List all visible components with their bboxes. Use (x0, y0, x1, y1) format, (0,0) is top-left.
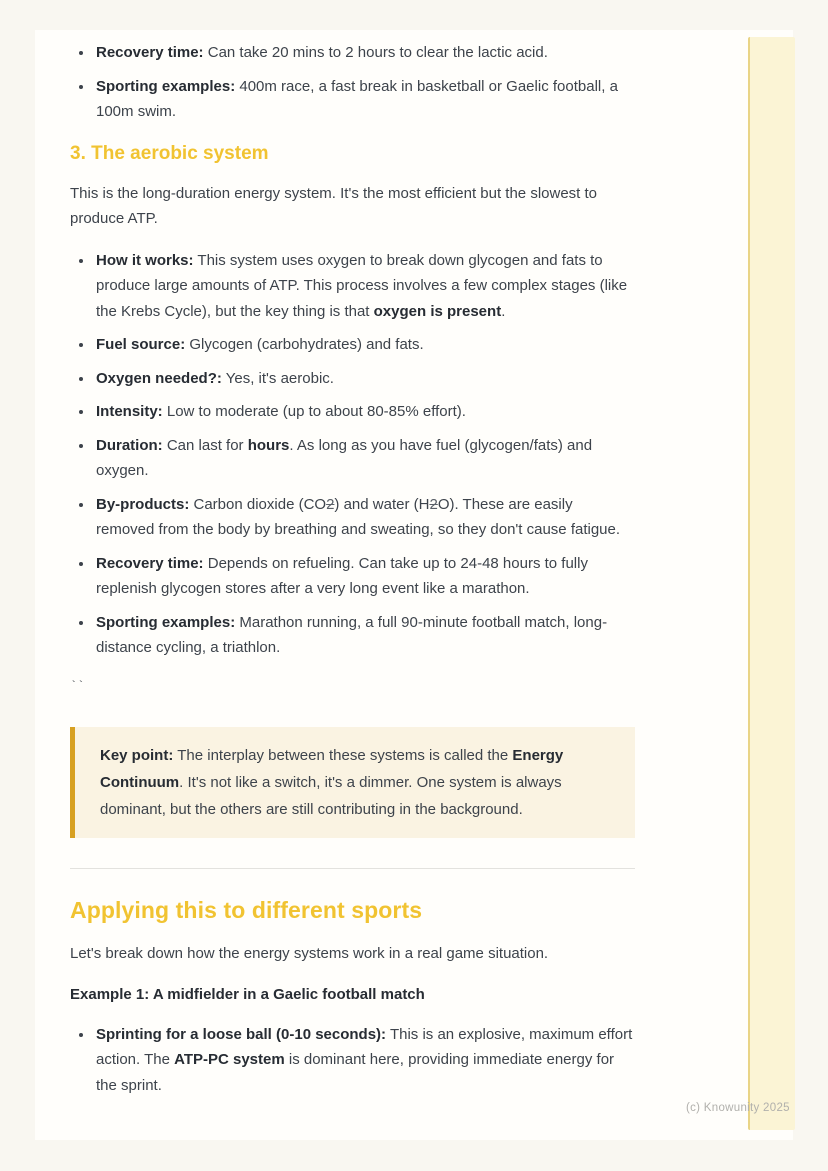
paragraph (70, 941, 635, 967)
text-text: The interplay between these systems is called the (173, 746, 513, 764)
text-text: Can last for (162, 436, 248, 454)
text-text: . It's not like a switch, it's a dimmer. One system is always dominant, but the others are still contributing in the background. (100, 773, 562, 818)
bold-text: ATP-PC system (174, 1051, 285, 1068)
divider (70, 868, 635, 869)
bold-text: Sporting examples: (96, 77, 236, 95)
text-text: is dominant here, providing immediate energy for the sprint. (96, 1051, 615, 1094)
code-remnant (70, 677, 635, 695)
text-text: . As long as you have fuel (glycogen/fats) and oxygen. (96, 436, 593, 479)
bold-text: Recovery time: (96, 554, 204, 572)
bold-text: By-products: (96, 495, 190, 513)
bold-text: Duration: (96, 436, 163, 454)
text-text: O). These are easily removed from the body by breathing and sweating, so they don't cause fatigue. (96, 495, 621, 538)
bold-text: Sporting examples: (96, 613, 236, 631)
example-heading (70, 982, 635, 1008)
bold-text: Key point: (100, 746, 174, 764)
text-text: This is an explosive, maximum effort action. The (96, 1025, 633, 1068)
list-item (94, 399, 635, 425)
bold-text: Fuel source: (96, 336, 186, 353)
section-heading: 3. The aerobic system (70, 142, 269, 164)
text-text: This system uses oxygen to break down glycogen and fats to produce large amounts of ATP. This process involves a few complex stages (like the Krebs Cycle), but the key thing is that (96, 251, 628, 320)
text-text: Let's break down how the energy systems work in a real game situation. (70, 944, 549, 962)
bold-text: Recovery time: (96, 44, 204, 61)
text-text: Glycogen (carbohydrates) and fats. (185, 336, 424, 353)
list-item (94, 433, 635, 484)
bold-text: oxygen is present (373, 302, 502, 320)
bold-text: Intensity: (96, 403, 163, 420)
section-heading: Applying this to different sports (70, 896, 423, 923)
list-item (94, 610, 635, 661)
text-text: Marathon running, a full 90-minute football match, long-distance cycling, a triathlon. (96, 613, 608, 656)
text-text: Carbon dioxide (CO (189, 495, 327, 513)
bold-text: Example 1: A midfielder in a Gaelic football match (70, 986, 425, 1003)
list-item (94, 1022, 635, 1099)
bullet-list (70, 1022, 635, 1099)
bold-text: Energy Continuum (100, 746, 564, 791)
highlight-bar (748, 37, 795, 1130)
list-item (94, 74, 635, 125)
bullet-list (70, 248, 635, 661)
text-text: . (501, 302, 506, 320)
document-page (35, 30, 793, 1140)
text-text: Can take 20 mins to 2 hours to clear the lactic acid. (203, 44, 548, 61)
list-item (94, 492, 635, 543)
list-item (94, 332, 635, 358)
bold-text: How it works: (96, 251, 194, 269)
bold-text: Oxygen needed?: (96, 369, 222, 387)
document-content (70, 40, 635, 1106)
list-item (94, 40, 635, 66)
text-text: Yes, it's aerobic. (221, 369, 334, 387)
list-item (94, 248, 635, 325)
list-item (94, 551, 635, 602)
watermark: (c) Knowunity 2025 (686, 1102, 790, 1114)
strike-text: 2 (326, 495, 335, 513)
text-text: This is the long-duration energy system. It's the most efficient but the slowest to produce ATP. (70, 184, 598, 227)
text-text: ) and water (H (334, 495, 430, 513)
bold-text: Sprinting for a loose ball (0-10 seconds): (96, 1025, 387, 1043)
strike-text: 2 (429, 495, 438, 513)
text-text: 400m race, a fast break in basketball or Gaelic football, a 100m swim. (96, 77, 618, 120)
text-text: Low to moderate (up to about 80-85% effort). (162, 403, 466, 420)
bullet-list (70, 40, 635, 125)
bold-text: hours (247, 436, 290, 454)
list-item (94, 366, 635, 392)
text-text: `` (70, 678, 85, 693)
paragraph (70, 181, 635, 232)
text-text: Depends on refueling. Can take up to 24-48 hours to fully replenish glycogen stores after a very long event like a marathon. (96, 554, 588, 597)
key-point-callout (70, 727, 635, 838)
